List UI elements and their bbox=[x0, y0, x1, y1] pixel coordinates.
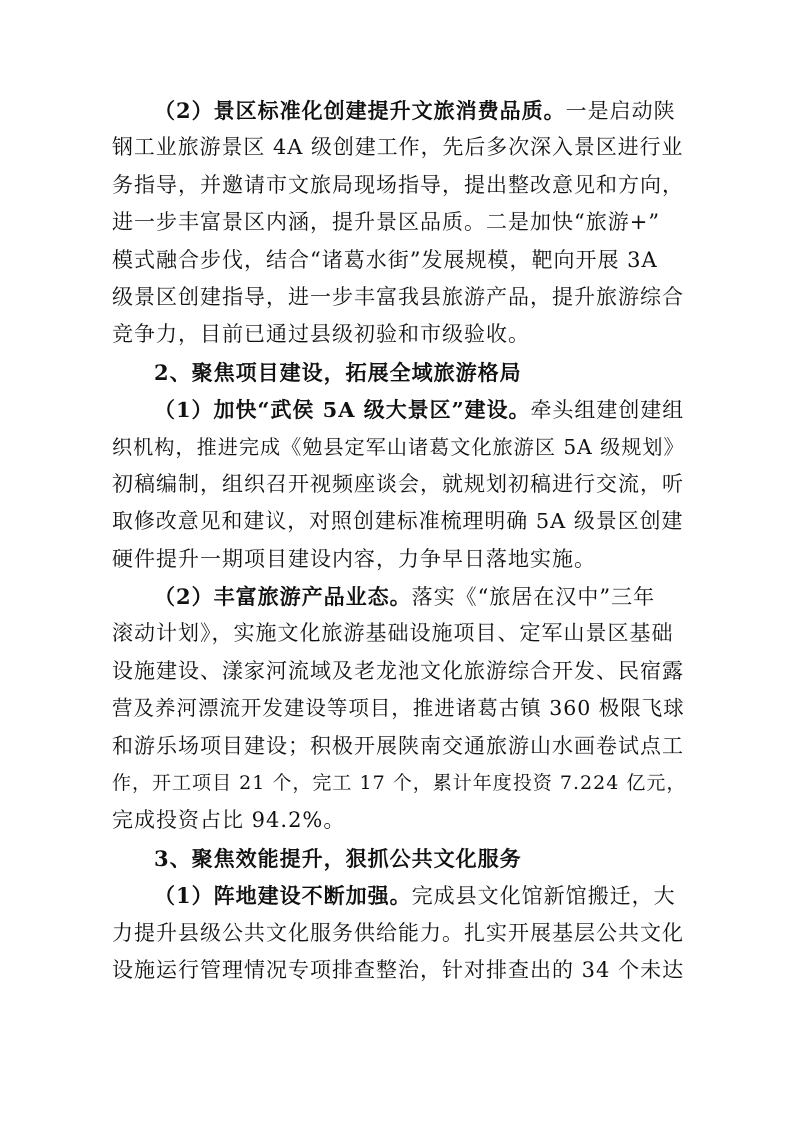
body-text: 设施运行管理情况专项排查整治，针对排查出的 34 个未达 bbox=[112, 957, 685, 982]
body-text: 钢工业旅游景区 4A 级创建工作，先后多次深入景区进行业 bbox=[112, 135, 684, 160]
body-text: 力提升县级公共文化服务供给能力。扎实开展基层公共文化 bbox=[112, 920, 684, 945]
text-line bbox=[112, 728, 684, 765]
text-line bbox=[112, 690, 684, 727]
body-text: 务指导，并邀请市文旅局现场指导，提出整改意见和方向， bbox=[112, 172, 684, 197]
text-line bbox=[112, 279, 684, 316]
document-page bbox=[112, 92, 687, 989]
text-line bbox=[112, 765, 687, 802]
text-line bbox=[112, 915, 684, 952]
body-text: 落实《“旅居在汉中”三年 bbox=[411, 585, 656, 610]
text-line bbox=[112, 204, 684, 241]
bold-heading: （1）加快“武侯 5A 级大景区”建设。 bbox=[154, 397, 531, 423]
body-text: 滚动计划》，实施文化旅游基础设施项目、定军山景区基础 bbox=[112, 621, 674, 646]
bold-heading: （2）丰富旅游产品业态。 bbox=[154, 584, 412, 610]
text-line bbox=[112, 466, 684, 503]
body-text: 取修改意见和建议，对照创建标准梳理明确 5A 级景区创建 bbox=[112, 509, 684, 534]
text-line bbox=[112, 578, 684, 615]
body-text: 硬件提升一期项目建设内容，力争早日落地实施。 bbox=[112, 546, 596, 571]
text-line bbox=[112, 802, 684, 839]
text-line bbox=[112, 242, 684, 279]
body-text: 级景区创建指导，进一步丰富我县旅游产品，提升旅游综合 bbox=[112, 284, 684, 309]
text-line bbox=[112, 877, 684, 914]
body-text: 模式融合步伐，结合“诸葛水街”发展规模，靶向开展 3A bbox=[112, 247, 658, 272]
text-line bbox=[112, 503, 684, 540]
text-line bbox=[112, 391, 684, 428]
body-text: 设施建设、漾家河流域及老龙池文化旅游综合开发、民宿露 bbox=[112, 658, 684, 683]
body-text: 初稿编制，组织召开视频座谈会，就规划初稿进行交流，听 bbox=[112, 471, 684, 496]
text-line bbox=[112, 316, 684, 353]
body-text: 进一步丰富景区内涵，提升景区品质。二是加快“旅游+” bbox=[112, 210, 661, 235]
body-text: 一是启动陕 bbox=[565, 99, 676, 123]
text-line bbox=[112, 615, 684, 652]
bold-heading: 3、聚焦效能提升，狠抓公共文化服务 bbox=[154, 845, 522, 871]
body-text: 牵头组建创建组 bbox=[530, 398, 685, 423]
body-text: 完成投资占比 94.2%。 bbox=[112, 808, 346, 833]
text-line bbox=[112, 129, 684, 166]
body-text: 营及养河漂流开发建设等项目，推进诸葛古镇 360 极限飞球 bbox=[112, 696, 685, 721]
text-line bbox=[112, 840, 684, 877]
body-text: 竞争力，目前已通过县级初验和市级验收。 bbox=[112, 322, 530, 347]
body-text: 织机构，推进完成《勉县定军山诸葛文化旅游区 5A 级规划》 bbox=[112, 434, 685, 459]
body-text: 完成县文化馆新馆搬迁，大 bbox=[411, 884, 676, 909]
text-line bbox=[112, 354, 684, 391]
text-line bbox=[112, 92, 684, 129]
bold-heading: （1）阵地建设不断加强。 bbox=[154, 883, 412, 909]
text-line bbox=[112, 952, 684, 989]
body-text: 作，开工项目 21 个，完工 17 个，累计年度投资 7.224 亿元， bbox=[112, 772, 687, 795]
text-line bbox=[112, 429, 684, 466]
text-line bbox=[112, 167, 684, 204]
text-line bbox=[112, 653, 684, 690]
bold-heading: 2、聚焦项目建设，拓展全域旅游格局 bbox=[154, 359, 522, 385]
body-text: 和游乐场项目建设；积极开展陕南交通旅游山水画卷试点工 bbox=[112, 733, 684, 758]
bold-heading: （2）景区标准化创建提升文旅消费品质。 bbox=[154, 98, 566, 123]
text-line bbox=[112, 541, 684, 578]
